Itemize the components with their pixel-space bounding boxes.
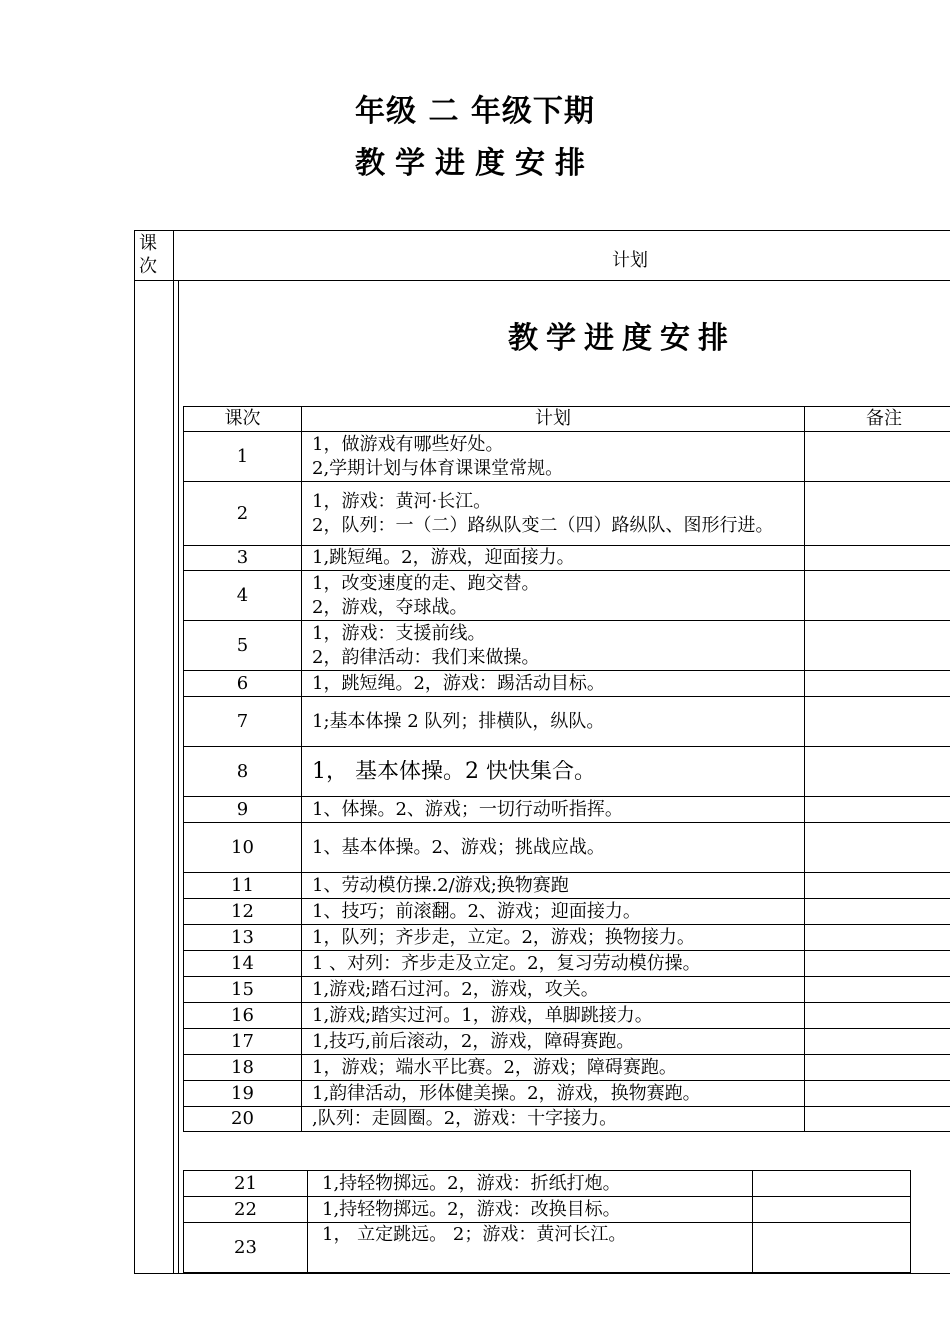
lesson-notes xyxy=(805,697,950,747)
lesson-plan xyxy=(302,1107,805,1132)
lesson-number: 15 xyxy=(184,977,302,1003)
table-row xyxy=(184,951,950,977)
table-row xyxy=(184,571,950,621)
table-row xyxy=(184,1107,950,1132)
table-row xyxy=(184,977,950,1003)
lesson-notes xyxy=(753,1171,911,1197)
lesson-plan xyxy=(302,925,805,951)
plan-line: 1,跳短绳。2，游戏，迎面接力。 xyxy=(312,547,575,568)
table-row xyxy=(184,873,950,899)
lesson-number: 19 xyxy=(184,1081,302,1107)
header-plan: 计划 xyxy=(302,407,805,432)
lesson-number: 3 xyxy=(184,546,302,571)
lesson-plan xyxy=(308,1171,753,1197)
lesson-plan xyxy=(302,432,805,482)
table-row xyxy=(184,621,950,671)
lesson-number: 9 xyxy=(184,797,302,823)
plan-line: 1，跳短绳。2，游戏：踢活动目标。 xyxy=(312,672,605,694)
plan-line: 1，游戏：黄河·长江。 xyxy=(312,490,492,512)
lesson-number: 13 xyxy=(184,925,302,951)
page-title-grade: 年级 二 年级下期 xyxy=(355,94,595,129)
lesson-plan xyxy=(308,1223,753,1273)
plan-line: 1，改变速度的走、跑交替。 xyxy=(312,572,540,594)
lesson-number: 18 xyxy=(184,1055,302,1081)
lesson-plan xyxy=(302,1003,805,1029)
lesson-notes xyxy=(805,482,950,546)
table-row xyxy=(184,432,950,482)
lesson-number: 14 xyxy=(184,951,302,977)
plan-line: 1， 立定跳远。 2；游戏：黄河长江。 xyxy=(322,1224,627,1245)
lesson-notes xyxy=(805,671,950,697)
table-row xyxy=(184,925,950,951)
lesson-plan xyxy=(302,747,805,797)
lesson-plan xyxy=(302,571,805,621)
lesson-plan xyxy=(308,1197,753,1223)
lesson-notes xyxy=(805,925,950,951)
lesson-number: 22 xyxy=(184,1197,308,1223)
plan-line: 1、体操。2、游戏；一切行动听指挥。 xyxy=(312,798,623,820)
lesson-notes xyxy=(753,1197,911,1223)
lesson-notes xyxy=(805,1107,950,1132)
plan-line: 1、基本体操。2、游戏；挑战应战。 xyxy=(312,836,605,858)
plan-line: 1,技巧,前后滚动，2，游戏，障碍赛跑。 xyxy=(312,1030,635,1052)
lesson-number: 20 xyxy=(184,1107,302,1132)
plan-line: 1,持轻物掷远。2，游戏：改换目标。 xyxy=(322,1198,621,1220)
outer-top-border xyxy=(134,230,950,231)
table-row xyxy=(184,1171,911,1197)
plan-line: 1,持轻物掷远。2，游戏：折纸打炮。 xyxy=(322,1172,621,1194)
lesson-notes xyxy=(805,977,950,1003)
plan-line: 2，游戏，夺球战。 xyxy=(312,596,468,618)
plan-line: 2，韵律活动：我们来做操。 xyxy=(312,646,540,668)
lesson-number: 5 xyxy=(184,621,302,671)
plan-line: 1， 基本体操。2 快快集合。 xyxy=(312,759,596,784)
lesson-number: 23 xyxy=(184,1223,308,1273)
lesson-number: 4 xyxy=(184,571,302,621)
lesson-notes xyxy=(805,432,950,482)
plan-line: 1，游戏：支援前线。 xyxy=(312,622,486,644)
lesson-number: 11 xyxy=(184,873,302,899)
lesson-plan xyxy=(302,797,805,823)
outer-header-plan: 计划 xyxy=(612,250,648,271)
table-header-row xyxy=(184,407,950,432)
plan-line: ,队列：走圆圈。2，游戏：十字接力。 xyxy=(312,1108,618,1129)
lesson-notes xyxy=(805,621,950,671)
table-row xyxy=(184,697,950,747)
lesson-plan xyxy=(302,823,805,873)
lesson-number: 7 xyxy=(184,697,302,747)
lesson-plan xyxy=(302,873,805,899)
plan-line: 1、技巧；前滚翻。2、游戏；迎面接力。 xyxy=(312,900,641,922)
lesson-plan xyxy=(302,1029,805,1055)
outer-column-divider-2 xyxy=(178,280,179,1273)
lesson-plan xyxy=(302,977,805,1003)
schedule-table xyxy=(183,406,950,1132)
plan-line: 1，游戏；端水平比赛。2，游戏；障碍赛跑。 xyxy=(312,1056,677,1078)
plan-line: 2，队列：一（二）路纵队变二（四）路纵队、图形行进。 xyxy=(312,514,774,536)
plan-line: 1,游戏;踏石过河。2，游戏，攻关。 xyxy=(312,978,599,1000)
lesson-number: 21 xyxy=(184,1171,308,1197)
table-row xyxy=(184,823,950,873)
lesson-notes xyxy=(805,873,950,899)
lesson-notes xyxy=(805,1081,950,1107)
lesson-plan xyxy=(302,546,805,571)
table-row xyxy=(184,1197,911,1223)
table-row xyxy=(184,1081,950,1107)
plan-line: 1，队列；齐步走，立定。2，游戏；换物接力。 xyxy=(312,926,695,948)
lesson-plan xyxy=(302,621,805,671)
lesson-notes xyxy=(805,747,950,797)
lesson-notes xyxy=(753,1223,911,1273)
inner-title: 教学进度安排 xyxy=(508,321,736,356)
outer-header-divider xyxy=(134,280,950,281)
lesson-plan xyxy=(302,1055,805,1081)
table-row xyxy=(184,482,950,546)
plan-line: 2,学期计划与体育课课堂常规。 xyxy=(312,457,564,479)
lesson-notes xyxy=(805,1055,950,1081)
lesson-plan xyxy=(302,899,805,925)
lesson-number: 10 xyxy=(184,823,302,873)
lesson-notes xyxy=(805,951,950,977)
lesson-plan xyxy=(302,697,805,747)
lesson-plan xyxy=(302,482,805,546)
table-row xyxy=(184,747,950,797)
header-lesson: 课次 xyxy=(184,407,302,432)
lesson-number: 1 xyxy=(184,432,302,482)
lesson-notes xyxy=(805,797,950,823)
plan-line: 1 、对列：齐步走及立定。2，复习劳动模仿操。 xyxy=(312,952,701,974)
lesson-notes xyxy=(805,1003,950,1029)
page-title-schedule: 教学进度安排 xyxy=(355,146,595,181)
plan-line: 1,韵律活动，形体健美操。2，游戏，换物赛跑。 xyxy=(312,1082,701,1104)
lesson-notes xyxy=(805,546,950,571)
lesson-plan xyxy=(302,671,805,697)
header-notes: 备注 xyxy=(805,407,950,432)
plan-line: 1,游戏;踏实过河。1，游戏，单脚跳接力。 xyxy=(312,1004,653,1026)
lesson-notes xyxy=(805,1029,950,1055)
table-row xyxy=(184,1055,950,1081)
plan-line: 1，做游戏有哪些好处。 xyxy=(312,433,504,455)
table-row xyxy=(184,546,950,571)
table-row xyxy=(184,671,950,697)
lesson-plan xyxy=(302,951,805,977)
lesson-number: 12 xyxy=(184,899,302,925)
outer-column-divider xyxy=(173,230,174,1273)
outer-header-lesson: 课次 xyxy=(139,233,157,277)
lesson-notes xyxy=(805,571,950,621)
schedule-table-continued xyxy=(183,1170,911,1273)
lesson-number: 16 xyxy=(184,1003,302,1029)
lesson-plan xyxy=(302,1081,805,1107)
lesson-number: 2 xyxy=(184,482,302,546)
table-row xyxy=(184,1223,911,1273)
table-row xyxy=(184,1003,950,1029)
plan-line: 1、劳动模仿操.2/游戏;换物赛跑 xyxy=(312,874,569,896)
table-row xyxy=(184,1029,950,1055)
table-row xyxy=(184,797,950,823)
lesson-number: 8 xyxy=(184,747,302,797)
table-row xyxy=(184,899,950,925)
plan-line: 1;基本体操 2 队列；排横队，纵队。 xyxy=(312,710,605,732)
lesson-number: 17 xyxy=(184,1029,302,1055)
lesson-number: 6 xyxy=(184,671,302,697)
lesson-notes xyxy=(805,899,950,925)
lesson-notes xyxy=(805,823,950,873)
